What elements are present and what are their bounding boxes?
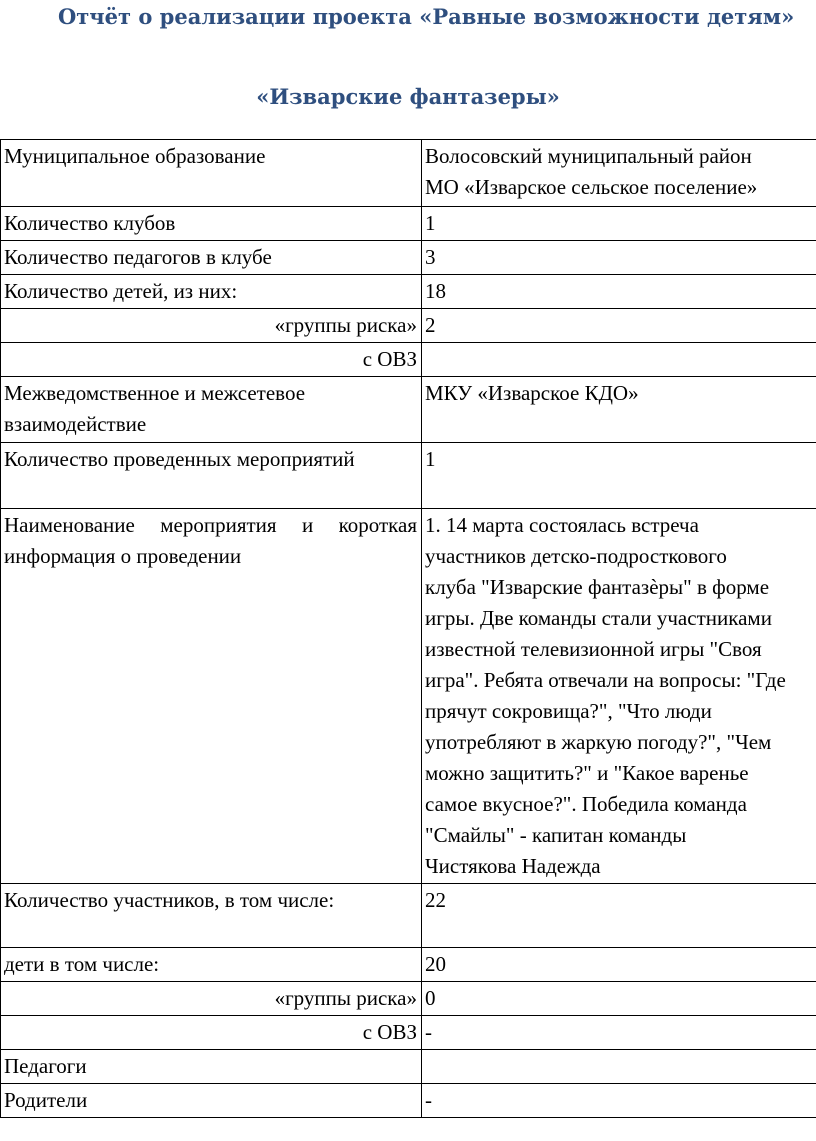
value-line: употребляют в жаркую погоду?", "Чем bbox=[425, 730, 772, 754]
table-row bbox=[1, 982, 816, 1016]
value-teachers-participants bbox=[422, 1050, 816, 1084]
table-row bbox=[1, 509, 816, 884]
label-children: Количество детей, из них: bbox=[1, 275, 422, 309]
table-row bbox=[1, 207, 816, 241]
label-participants: Количество участников, в том числе: bbox=[1, 884, 422, 948]
value-line: известной телевизионной игры "Своя bbox=[425, 637, 762, 661]
label-interagency: Межведомственное и межсетевое взаимодействие bbox=[1, 377, 422, 443]
value-municipality bbox=[422, 140, 816, 207]
value-teachers: 3 bbox=[422, 241, 816, 275]
value-participant-risk-group: 0 bbox=[422, 982, 816, 1016]
label-events-count: Количество проведенных мероприятий bbox=[1, 443, 422, 509]
value-line: клуба "Изварские фантазèры" в форме bbox=[425, 575, 770, 599]
table-row bbox=[1, 140, 816, 207]
table-row bbox=[1, 377, 816, 443]
value-participant-children: 20 bbox=[422, 948, 816, 982]
value-events-count: 1 bbox=[422, 443, 816, 509]
value-line: прячут сокровища?", "Что люди bbox=[425, 699, 712, 723]
value-line: игра". Ребята отвечали на вопросы: "Где bbox=[425, 668, 786, 692]
value-disabilities bbox=[422, 343, 816, 377]
label-municipality: Муниципальное образование bbox=[1, 140, 422, 207]
label-disabilities: с ОВЗ bbox=[1, 343, 422, 377]
table-row bbox=[1, 1050, 816, 1084]
table-row bbox=[1, 1084, 816, 1118]
label-risk-group: «группы риска» bbox=[1, 309, 422, 343]
label-participant-risk-group: «группы риска» bbox=[1, 982, 422, 1016]
table-row bbox=[1, 275, 816, 309]
value-clubs: 1 bbox=[422, 207, 816, 241]
label-teachers-participants: Педагоги bbox=[1, 1050, 422, 1084]
value-line: МО «Изварское сельское поселение» bbox=[425, 175, 758, 199]
value-line: участников детско-подросткового bbox=[425, 544, 727, 568]
label-participant-disabilities: с ОВЗ bbox=[1, 1016, 422, 1050]
value-event-info bbox=[422, 509, 816, 884]
table-row bbox=[1, 309, 816, 343]
value-line: можно защитить?" и "Какое варенье bbox=[425, 761, 749, 785]
table-row bbox=[1, 1016, 816, 1050]
report-table bbox=[0, 139, 816, 1118]
label-teachers: Количество педагогов в клубе bbox=[1, 241, 422, 275]
value-children: 18 bbox=[422, 275, 816, 309]
value-interagency: МКУ «Изварское КДО» bbox=[422, 377, 816, 443]
value-line: "Смайлы" - капитан команды bbox=[425, 823, 687, 847]
table-row bbox=[1, 241, 816, 275]
table-row bbox=[1, 884, 816, 948]
report-subtitle: «Изварские фантазеры» bbox=[256, 84, 560, 109]
label-participant-children: дети в том числе: bbox=[1, 948, 422, 982]
report-title: Отчёт о реализации проекта «Равные возможности детям» bbox=[58, 4, 795, 29]
label-event-info: Наименование мероприятия и короткая информация о проведении bbox=[1, 509, 422, 884]
value-line: самое вкусное?". Победила команда bbox=[425, 792, 747, 816]
value-line: Чистякова Надежда bbox=[425, 854, 601, 878]
label-parents: Родители bbox=[1, 1084, 422, 1118]
table-row bbox=[1, 443, 816, 509]
table-row bbox=[1, 343, 816, 377]
value-line: игры. Две команды стали участниками bbox=[425, 606, 772, 630]
value-parents: - bbox=[422, 1084, 816, 1118]
value-line: 1. 14 марта состоялась встреча bbox=[425, 513, 699, 537]
value-participants: 22 bbox=[422, 884, 816, 948]
value-participant-disabilities: - bbox=[422, 1016, 816, 1050]
value-risk-group: 2 bbox=[422, 309, 816, 343]
table-row bbox=[1, 948, 816, 982]
label-clubs: Количество клубов bbox=[1, 207, 422, 241]
value-line: Волосовский муниципальный район bbox=[425, 144, 752, 168]
